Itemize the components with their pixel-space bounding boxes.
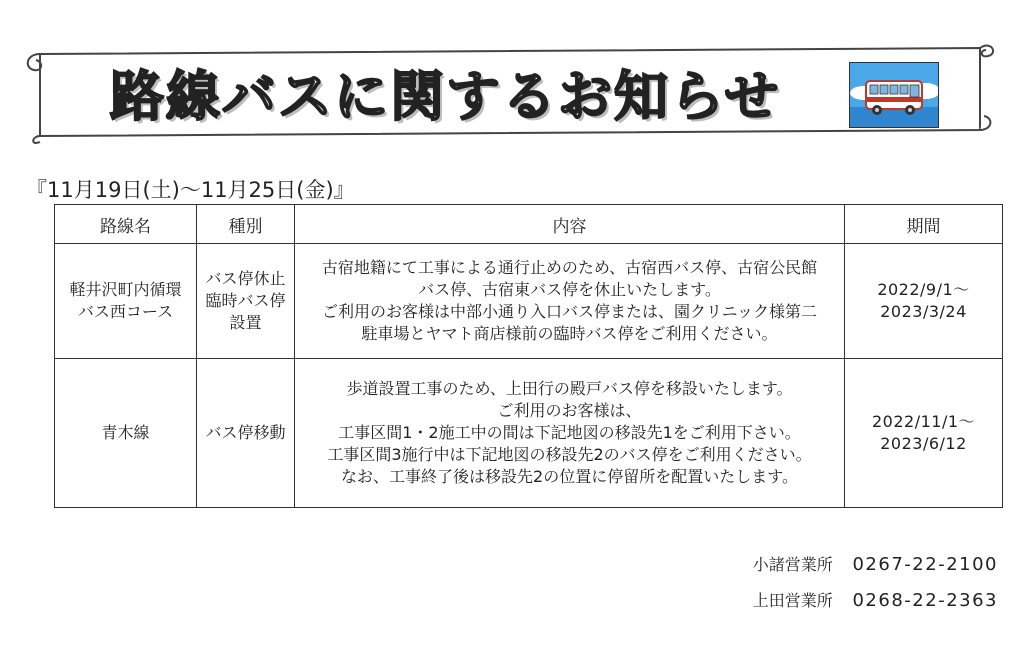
route-line: バス西コース [77, 302, 174, 321]
table-row [55, 244, 1003, 359]
content-line: 工事区間1・2施工中の間は下記地図の移設先1をご利用下さい。 [338, 423, 801, 442]
phone-number: 0268-22-2363 [852, 590, 998, 611]
period-line: 2023/6/12 [880, 434, 967, 453]
route-line: 軽井沢町内循環 [69, 280, 182, 299]
content-cell [295, 244, 845, 359]
content-line: 駐車場とヤマト商店様前の臨時バス停をご利用ください。 [361, 324, 778, 343]
content-line: ご利用のお客様は中部小通り入口バス停または、園クリニック様第二 [321, 302, 818, 321]
header-route: 路線名 [55, 205, 197, 244]
office-name: 小諸営業所 [752, 555, 833, 574]
route-cell [55, 359, 197, 508]
type-cell [197, 359, 295, 508]
contact-komoro [753, 552, 998, 575]
header-type: 種別 [197, 205, 295, 244]
type-line: バス停休止 [205, 269, 286, 288]
period-cell [845, 244, 1003, 359]
table-header-row [55, 205, 1003, 244]
content-line: 工事区間3施行中は下記地図の移設先2のバス停をご利用ください。 [327, 445, 812, 464]
content-line: 古宿地籍にて工事による通行止めのため、古宿西バス停、古宿公民館 [321, 258, 818, 277]
type-line: 臨時バス停 [205, 291, 286, 310]
phone-number: 0267-22-2100 [852, 554, 998, 575]
content-line: 歩道設置工事のため、上田行の殿戸バス停を移設いたします。 [346, 379, 793, 398]
content-line: バス停、古宿東バス停を休止いたします。 [418, 280, 721, 299]
route-line: 青木線 [101, 423, 150, 442]
period-line: 2023/3/24 [880, 302, 967, 321]
table-row [55, 359, 1003, 508]
header-content: 内容 [295, 205, 845, 244]
header-period: 期間 [845, 205, 1003, 244]
period-line: 2022/11/1～ [871, 412, 976, 431]
bus-icon [849, 62, 939, 128]
type-cell [197, 244, 295, 359]
content-cell [295, 359, 845, 508]
period-line: 2022/9/1～ [877, 280, 970, 299]
page-title: 路線バスに関するお知らせ [110, 65, 781, 128]
type-line: 設置 [229, 313, 262, 332]
type-line: バス停移動 [205, 423, 286, 442]
notice-table [54, 204, 1003, 508]
content-line: なお、工事終了後は移設先2の位置に停留所を配置いたします。 [341, 467, 798, 486]
content-line: ご利用のお客様は、 [497, 401, 642, 420]
route-cell [55, 244, 197, 359]
contact-ueda [753, 588, 998, 611]
period-heading: 『11月19日(土)～11月25日(金)』 [26, 178, 355, 202]
office-name: 上田営業所 [752, 591, 833, 610]
period-cell [845, 359, 1003, 508]
